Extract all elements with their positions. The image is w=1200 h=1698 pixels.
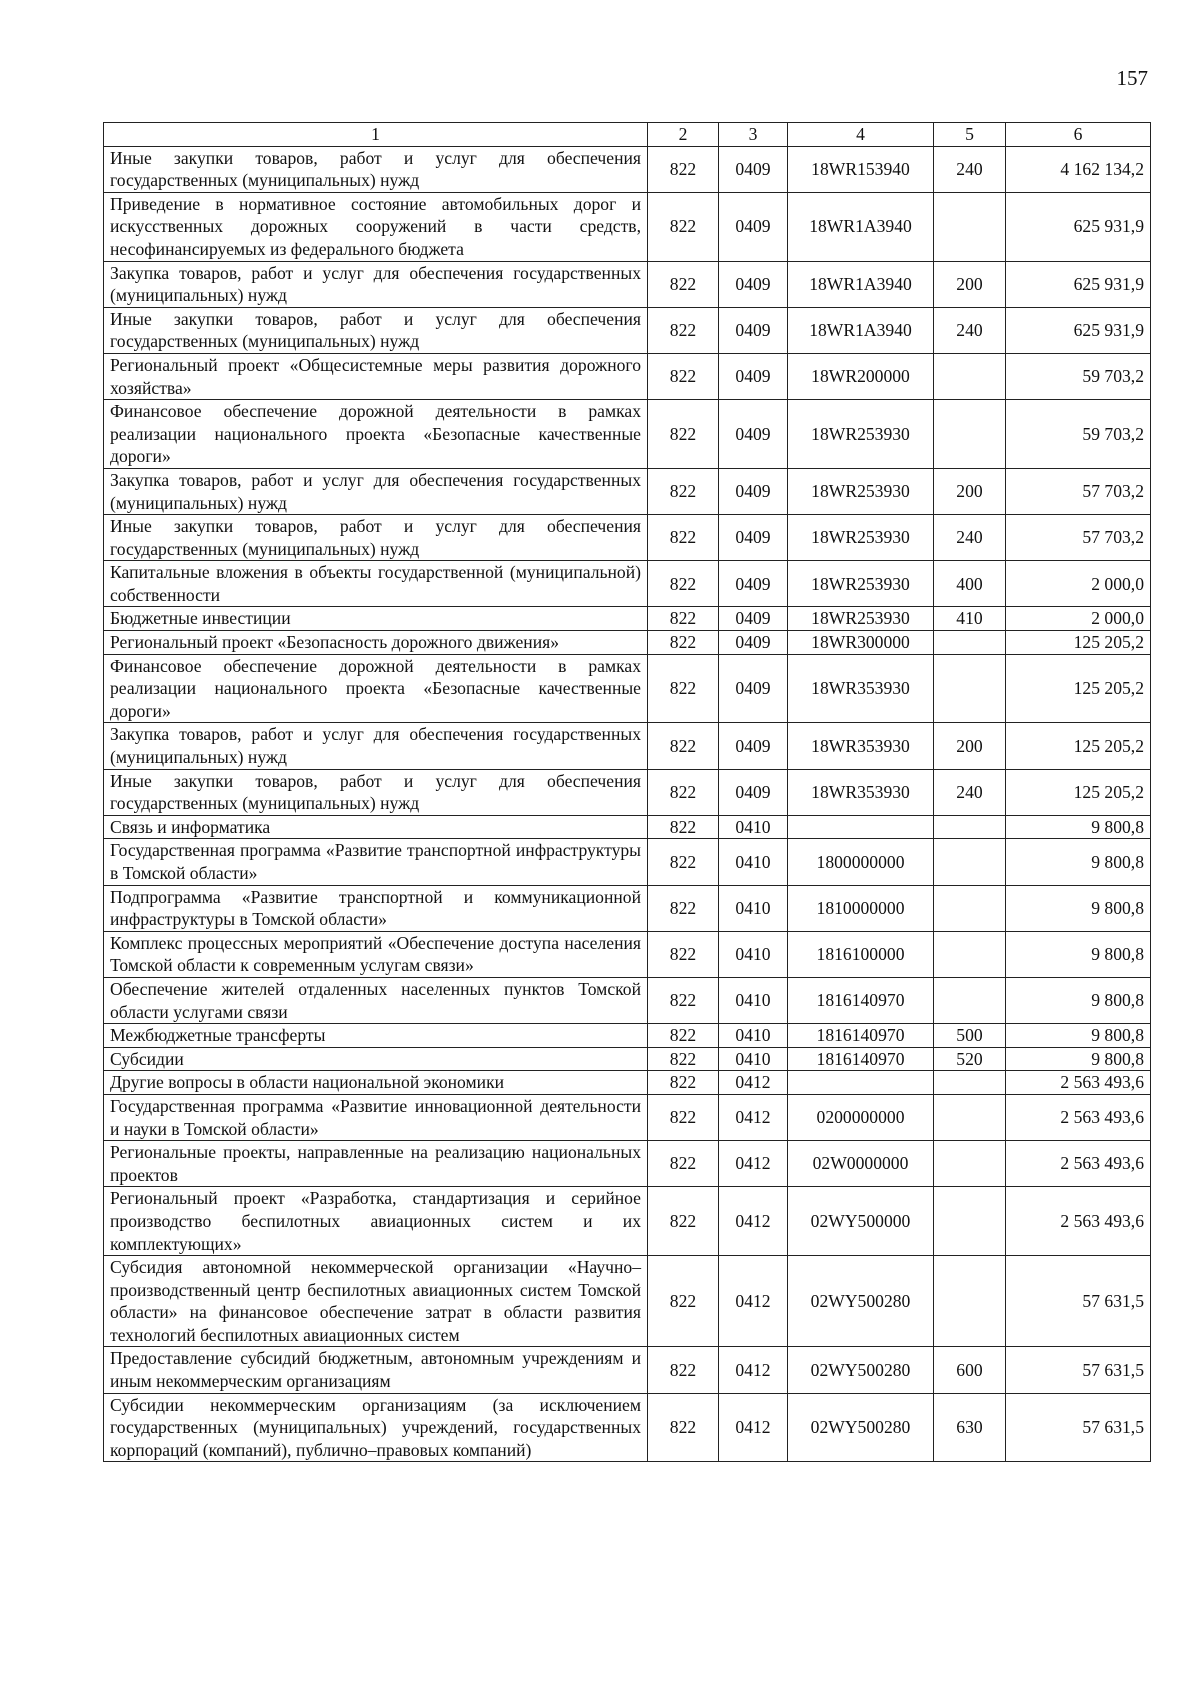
target-article-code-cell: 0200000000 <box>788 1094 934 1140</box>
item-name-cell: Закупка товаров, работ и услуг для обеспечения государственных (муниципальных) нужд <box>104 468 648 514</box>
dept-code-cell: 822 <box>648 769 719 815</box>
expense-type-code-cell: 240 <box>934 515 1006 561</box>
item-name-cell: Субсидии <box>104 1047 648 1071</box>
table-row <box>104 468 1151 514</box>
amount-cell: 125 205,2 <box>1006 723 1151 769</box>
section-code-cell: 0410 <box>719 931 788 977</box>
item-name-cell: Государственная программа «Развитие транспортной инфраструктуры в Томской области» <box>104 839 648 885</box>
section-code-cell: 0410 <box>719 839 788 885</box>
target-article-code-cell: 18WR1A3940 <box>788 307 934 353</box>
table-row <box>104 1047 1151 1071</box>
section-code-cell: 0409 <box>719 607 788 631</box>
target-article-code-cell: 18WR253930 <box>788 468 934 514</box>
item-name-cell: Подпрограмма «Развитие транспортной и коммуникационной инфраструктуры в Томской области» <box>104 885 648 931</box>
section-code-cell: 0410 <box>719 815 788 839</box>
target-article-code-cell: 02WY500280 <box>788 1393 934 1462</box>
dept-code-cell: 822 <box>648 1141 719 1187</box>
section-code-cell: 0412 <box>719 1393 788 1462</box>
table-row <box>104 885 1151 931</box>
amount-cell: 2 000,0 <box>1006 607 1151 631</box>
table-row <box>104 1393 1151 1462</box>
item-name-cell: Капитальные вложения в объекты государственной (муниципальной) собственности <box>104 561 648 607</box>
dept-code-cell: 822 <box>648 1256 719 1347</box>
target-article-code-cell: 18WR300000 <box>788 631 934 655</box>
amount-cell: 57 703,2 <box>1006 515 1151 561</box>
section-code-cell: 0410 <box>719 1047 788 1071</box>
expense-type-code-cell <box>934 192 1006 261</box>
table-row <box>104 769 1151 815</box>
item-name-cell: Обеспечение жителей отдаленных населенных пунктов Томской области услугами связи <box>104 977 648 1023</box>
item-name-cell: Субсидия автономной некоммерческой организации «Научно–производственный центр беспилотных авиационных систем Томской области» на финансовое обеспечение затрат в области развития технологий беспилотных авиационных систем <box>104 1256 648 1347</box>
target-article-code-cell: 02WY500280 <box>788 1347 934 1393</box>
target-article-code-cell: 18WR253930 <box>788 607 934 631</box>
amount-cell: 9 800,8 <box>1006 977 1151 1023</box>
section-code-cell: 0409 <box>719 515 788 561</box>
expense-type-code-cell <box>934 1071 1006 1095</box>
amount-cell: 625 931,9 <box>1006 192 1151 261</box>
table-row <box>104 353 1151 399</box>
amount-cell: 125 205,2 <box>1006 631 1151 655</box>
expense-type-code-cell <box>934 977 1006 1023</box>
amount-cell: 2 563 493,6 <box>1006 1094 1151 1140</box>
expense-type-code-cell: 630 <box>934 1393 1006 1462</box>
table-row <box>104 261 1151 307</box>
dept-code-cell: 822 <box>648 654 719 723</box>
table-row <box>104 815 1151 839</box>
table-row <box>104 1347 1151 1393</box>
item-name-cell: Другие вопросы в области национальной экономики <box>104 1071 648 1095</box>
dept-code-cell: 822 <box>648 561 719 607</box>
table-row <box>104 839 1151 885</box>
expense-type-code-cell <box>934 654 1006 723</box>
target-article-code-cell: 18WR1A3940 <box>788 261 934 307</box>
table-row <box>104 977 1151 1023</box>
section-code-cell: 0412 <box>719 1141 788 1187</box>
section-code-cell: 0409 <box>719 723 788 769</box>
item-name-cell: Финансовое обеспечение дорожной деятельности в рамках реализации национального проекта «Безопасные качественные дороги» <box>104 400 648 469</box>
target-article-code-cell: 18WR353930 <box>788 769 934 815</box>
table-body <box>104 146 1151 1462</box>
dept-code-cell: 822 <box>648 607 719 631</box>
item-name-cell: Региональный проект «Разработка, стандартизация и серийное производство беспилотных авиационных систем и их комплектующих» <box>104 1187 648 1256</box>
expense-type-code-cell <box>934 1187 1006 1256</box>
expense-type-code-cell <box>934 1256 1006 1347</box>
expense-type-code-cell: 410 <box>934 607 1006 631</box>
section-code-cell: 0409 <box>719 468 788 514</box>
section-code-cell: 0412 <box>719 1071 788 1095</box>
expense-type-code-cell: 600 <box>934 1347 1006 1393</box>
target-article-code-cell: 1816140970 <box>788 1024 934 1048</box>
expense-type-code-cell <box>934 1094 1006 1140</box>
section-code-cell: 0409 <box>719 654 788 723</box>
section-code-cell: 0409 <box>719 307 788 353</box>
table-row <box>104 1094 1151 1140</box>
budget-table <box>103 122 1151 1462</box>
amount-cell: 59 703,2 <box>1006 400 1151 469</box>
target-article-code-cell: 02W0000000 <box>788 1141 934 1187</box>
target-article-code-cell: 02WY500280 <box>788 1256 934 1347</box>
target-article-code-cell: 1816140970 <box>788 977 934 1023</box>
amount-cell: 625 931,9 <box>1006 261 1151 307</box>
header-col-3: 3 <box>719 123 788 147</box>
item-name-cell: Иные закупки товаров, работ и услуг для обеспечения государственных (муниципальных) нужд <box>104 146 648 192</box>
amount-cell: 57 703,2 <box>1006 468 1151 514</box>
amount-cell: 9 800,8 <box>1006 839 1151 885</box>
item-name-cell: Иные закупки товаров, работ и услуг для обеспечения государственных (муниципальных) нужд <box>104 769 648 815</box>
table-row <box>104 400 1151 469</box>
amount-cell: 9 800,8 <box>1006 931 1151 977</box>
section-code-cell: 0409 <box>719 631 788 655</box>
dept-code-cell: 822 <box>648 261 719 307</box>
item-name-cell: Связь и информатика <box>104 815 648 839</box>
item-name-cell: Иные закупки товаров, работ и услуг для обеспечения государственных (муниципальных) нужд <box>104 307 648 353</box>
expense-type-code-cell: 500 <box>934 1024 1006 1048</box>
expense-type-code-cell <box>934 1141 1006 1187</box>
section-code-cell: 0409 <box>719 769 788 815</box>
dept-code-cell: 822 <box>648 839 719 885</box>
page-number: 157 <box>1116 66 1148 90</box>
dept-code-cell: 822 <box>648 515 719 561</box>
section-code-cell: 0409 <box>719 146 788 192</box>
expense-type-code-cell: 240 <box>934 769 1006 815</box>
target-article-code-cell: 18WR353930 <box>788 654 934 723</box>
item-name-cell: Государственная программа «Развитие инновационной деятельности и науки в Томской области» <box>104 1094 648 1140</box>
dept-code-cell: 822 <box>648 1187 719 1256</box>
target-article-code-cell: 1816140970 <box>788 1047 934 1071</box>
header-col-2: 2 <box>648 123 719 147</box>
expense-type-code-cell <box>934 815 1006 839</box>
expense-type-code-cell <box>934 631 1006 655</box>
section-code-cell: 0409 <box>719 353 788 399</box>
table-row <box>104 1071 1151 1095</box>
target-article-code-cell: 1800000000 <box>788 839 934 885</box>
item-name-cell: Бюджетные инвестиции <box>104 607 648 631</box>
target-article-code-cell: 18WR253930 <box>788 515 934 561</box>
amount-cell: 9 800,8 <box>1006 815 1151 839</box>
amount-cell: 9 800,8 <box>1006 885 1151 931</box>
section-code-cell: 0409 <box>719 400 788 469</box>
expense-type-code-cell <box>934 353 1006 399</box>
dept-code-cell: 822 <box>648 885 719 931</box>
expense-type-code-cell <box>934 400 1006 469</box>
table-row <box>104 654 1151 723</box>
dept-code-cell: 822 <box>648 977 719 1023</box>
table-row <box>104 307 1151 353</box>
amount-cell: 2 563 493,6 <box>1006 1071 1151 1095</box>
dept-code-cell: 822 <box>648 1393 719 1462</box>
amount-cell: 125 205,2 <box>1006 769 1151 815</box>
dept-code-cell: 822 <box>648 400 719 469</box>
section-code-cell: 0412 <box>719 1347 788 1393</box>
amount-cell: 2 000,0 <box>1006 561 1151 607</box>
amount-cell: 57 631,5 <box>1006 1393 1151 1462</box>
table-row <box>104 1187 1151 1256</box>
header-col-5: 5 <box>934 123 1006 147</box>
section-code-cell: 0412 <box>719 1256 788 1347</box>
table-header <box>104 123 1151 147</box>
section-code-cell: 0410 <box>719 977 788 1023</box>
table-row <box>104 1141 1151 1187</box>
item-name-cell: Региональные проекты, направленные на реализацию национальных проектов <box>104 1141 648 1187</box>
target-article-code-cell: 18WR153940 <box>788 146 934 192</box>
dept-code-cell: 822 <box>648 1347 719 1393</box>
expense-type-code-cell: 200 <box>934 468 1006 514</box>
expense-type-code-cell: 240 <box>934 146 1006 192</box>
item-name-cell: Закупка товаров, работ и услуг для обеспечения государственных (муниципальных) нужд <box>104 261 648 307</box>
amount-cell: 57 631,5 <box>1006 1256 1151 1347</box>
target-article-code-cell <box>788 815 934 839</box>
table-row <box>104 515 1151 561</box>
table-row <box>104 607 1151 631</box>
expense-type-code-cell: 520 <box>934 1047 1006 1071</box>
amount-cell: 9 800,8 <box>1006 1024 1151 1048</box>
table-row <box>104 931 1151 977</box>
expense-type-code-cell: 200 <box>934 723 1006 769</box>
expense-type-code-cell: 240 <box>934 307 1006 353</box>
section-code-cell: 0409 <box>719 192 788 261</box>
item-name-cell: Межбюджетные трансферты <box>104 1024 648 1048</box>
section-code-cell: 0412 <box>719 1094 788 1140</box>
target-article-code-cell: 18WR200000 <box>788 353 934 399</box>
item-name-cell: Приведение в нормативное состояние автомобильных дорог и искусственных дорожных сооружений в части средств, несофинансируемых из федерального бюджета <box>104 192 648 261</box>
target-article-code-cell: 18WR253930 <box>788 561 934 607</box>
table-row <box>104 561 1151 607</box>
amount-cell: 125 205,2 <box>1006 654 1151 723</box>
expense-type-code-cell <box>934 931 1006 977</box>
section-code-cell: 0412 <box>719 1187 788 1256</box>
dept-code-cell: 822 <box>648 146 719 192</box>
header-col-1: 1 <box>104 123 648 147</box>
dept-code-cell: 822 <box>648 931 719 977</box>
target-article-code-cell: 02WY500000 <box>788 1187 934 1256</box>
item-name-cell: Закупка товаров, работ и услуг для обеспечения государственных (муниципальных) нужд <box>104 723 648 769</box>
target-article-code-cell: 18WR1A3940 <box>788 192 934 261</box>
section-code-cell: 0410 <box>719 885 788 931</box>
table-row <box>104 1256 1151 1347</box>
section-code-cell: 0409 <box>719 561 788 607</box>
dept-code-cell: 822 <box>648 192 719 261</box>
target-article-code-cell <box>788 1071 934 1095</box>
table-row <box>104 1024 1151 1048</box>
amount-cell: 2 563 493,6 <box>1006 1141 1151 1187</box>
target-article-code-cell: 18WR353930 <box>788 723 934 769</box>
expense-type-code-cell: 400 <box>934 561 1006 607</box>
dept-code-cell: 822 <box>648 307 719 353</box>
dept-code-cell: 822 <box>648 468 719 514</box>
dept-code-cell: 822 <box>648 723 719 769</box>
table-row <box>104 723 1151 769</box>
target-article-code-cell: 1816100000 <box>788 931 934 977</box>
amount-cell: 2 563 493,6 <box>1006 1187 1151 1256</box>
item-name-cell: Финансовое обеспечение дорожной деятельности в рамках реализации национального проекта «Безопасные качественные дороги» <box>104 654 648 723</box>
dept-code-cell: 822 <box>648 1024 719 1048</box>
item-name-cell: Региональный проект «Безопасность дорожного движения» <box>104 631 648 655</box>
item-name-cell: Субсидии некоммерческим организациям (за исключением государственных (муниципальных) учреждений, государственных корпораций (компаний), публично–правовых компаний) <box>104 1393 648 1462</box>
amount-cell: 625 931,9 <box>1006 307 1151 353</box>
item-name-cell: Иные закупки товаров, работ и услуг для обеспечения государственных (муниципальных) нужд <box>104 515 648 561</box>
target-article-code-cell: 18WR253930 <box>788 400 934 469</box>
section-code-cell: 0409 <box>719 261 788 307</box>
header-row <box>104 123 1151 147</box>
expense-type-code-cell <box>934 885 1006 931</box>
item-name-cell: Региональный проект «Общесистемные меры развития дорожного хозяйства» <box>104 353 648 399</box>
header-col-4: 4 <box>788 123 934 147</box>
dept-code-cell: 822 <box>648 1094 719 1140</box>
target-article-code-cell: 1810000000 <box>788 885 934 931</box>
dept-code-cell: 822 <box>648 631 719 655</box>
amount-cell: 4 162 134,2 <box>1006 146 1151 192</box>
amount-cell: 59 703,2 <box>1006 353 1151 399</box>
section-code-cell: 0410 <box>719 1024 788 1048</box>
amount-cell: 9 800,8 <box>1006 1047 1151 1071</box>
dept-code-cell: 822 <box>648 353 719 399</box>
table-row <box>104 192 1151 261</box>
amount-cell: 57 631,5 <box>1006 1347 1151 1393</box>
item-name-cell: Комплекс процессных мероприятий «Обеспечение доступа населения Томской области к современным услугам связи» <box>104 931 648 977</box>
dept-code-cell: 822 <box>648 815 719 839</box>
expense-type-code-cell <box>934 839 1006 885</box>
dept-code-cell: 822 <box>648 1047 719 1071</box>
table-row <box>104 631 1151 655</box>
expense-type-code-cell: 200 <box>934 261 1006 307</box>
dept-code-cell: 822 <box>648 1071 719 1095</box>
table-row <box>104 146 1151 192</box>
item-name-cell: Предоставление субсидий бюджетным, автономным учреждениям и иным некоммерческим организациям <box>104 1347 648 1393</box>
header-col-6: 6 <box>1006 123 1151 147</box>
